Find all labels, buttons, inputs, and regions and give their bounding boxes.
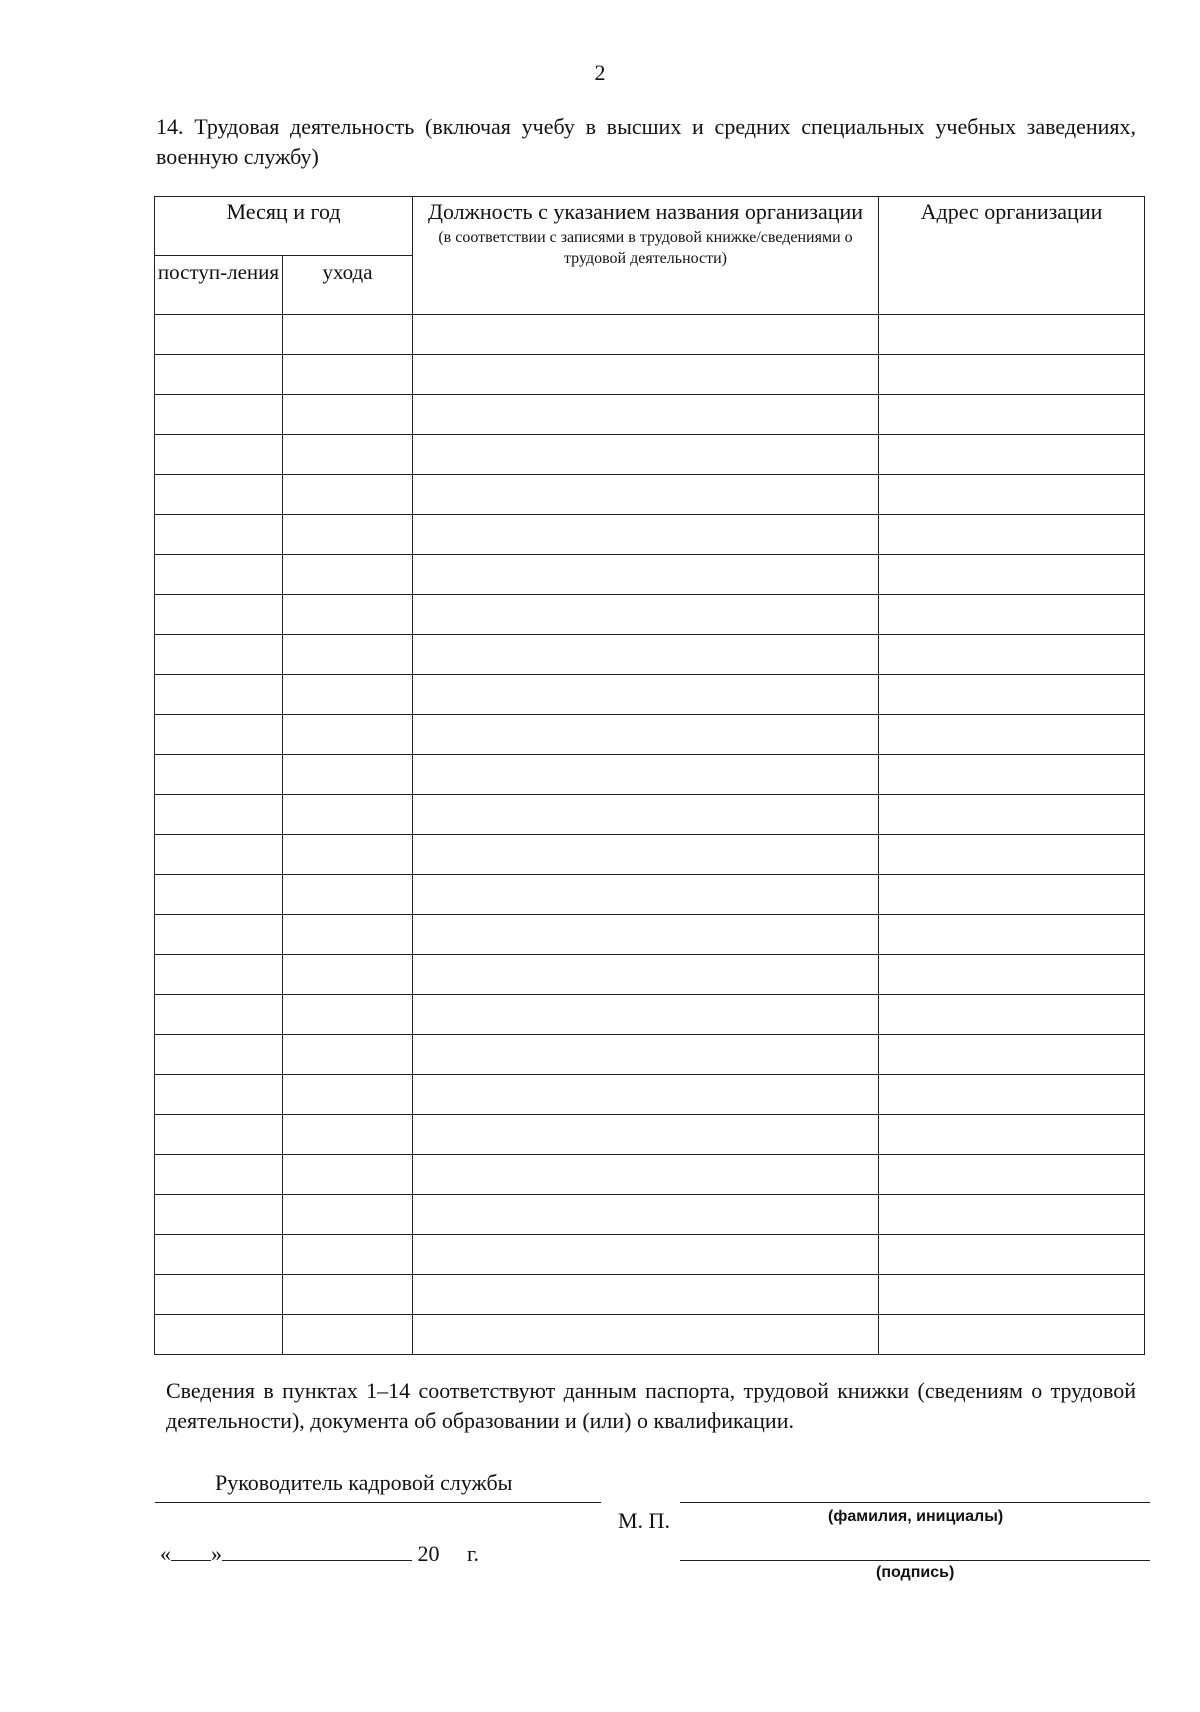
start-date-cell[interactable] (155, 675, 283, 715)
table-row (155, 1275, 1145, 1315)
table-row (155, 835, 1145, 875)
address-cell[interactable] (879, 1155, 1145, 1195)
end-date-cell[interactable] (283, 1155, 413, 1195)
table-row (155, 675, 1145, 715)
position-cell[interactable] (413, 595, 879, 635)
end-date-cell[interactable] (283, 1075, 413, 1115)
table-row (155, 1155, 1145, 1195)
end-date-cell[interactable] (283, 1275, 413, 1315)
table-row (155, 315, 1145, 355)
position-header (413, 197, 879, 315)
position-cell[interactable] (413, 995, 879, 1035)
end-date-cell[interactable] (283, 635, 413, 675)
table-row (155, 1115, 1145, 1155)
start-date-cell[interactable] (155, 1315, 283, 1355)
start-date-cell[interactable] (155, 1035, 283, 1075)
end-date-cell[interactable] (283, 955, 413, 995)
end-date-cell[interactable] (283, 355, 413, 395)
address-cell[interactable] (879, 315, 1145, 355)
address-cell[interactable] (879, 1115, 1145, 1155)
work-history-table (154, 196, 1145, 1355)
end-date-cell[interactable] (283, 835, 413, 875)
address-cell[interactable] (879, 1035, 1145, 1075)
end-date-cell[interactable] (283, 1315, 413, 1355)
address-cell[interactable] (879, 955, 1145, 995)
end-date-cell[interactable] (283, 875, 413, 915)
start-date-cell[interactable] (155, 835, 283, 875)
start-date-cell[interactable] (155, 1075, 283, 1115)
start-date-cell[interactable] (155, 1235, 283, 1275)
table-row (155, 355, 1145, 395)
position-cell[interactable] (413, 675, 879, 715)
position-cell[interactable] (413, 835, 879, 875)
table-row (155, 635, 1145, 675)
address-cell[interactable] (879, 675, 1145, 715)
position-cell[interactable] (413, 1075, 879, 1115)
table-row (155, 995, 1145, 1035)
position-header-title: Должность с указанием названия организации (427, 199, 864, 224)
position-cell[interactable] (413, 1235, 879, 1275)
start-date-cell[interactable] (155, 1155, 283, 1195)
full-name-caption: (фамилия, инициалы) (828, 1508, 1004, 1525)
table-row (155, 395, 1145, 435)
start-date-cell[interactable] (155, 475, 283, 515)
table-row (155, 595, 1145, 635)
table-row (155, 1315, 1145, 1355)
date-open-quote: « (160, 1541, 171, 1566)
position-cell[interactable] (413, 755, 879, 795)
start-date-cell[interactable] (155, 995, 283, 1035)
position-cell[interactable] (413, 915, 879, 955)
position-cell[interactable] (413, 515, 879, 555)
start-date-cell[interactable] (155, 395, 283, 435)
position-cell[interactable] (413, 1155, 879, 1195)
end-date-cell[interactable] (283, 475, 413, 515)
end-date-cell[interactable] (283, 395, 413, 435)
date-year-prefix: 20 (417, 1541, 440, 1566)
address-cell[interactable] (879, 555, 1145, 595)
date-day-field[interactable] (171, 1538, 211, 1561)
hr-head-label: Руководитель кадровой службы (215, 1470, 513, 1495)
end-date-cell[interactable] (283, 915, 413, 955)
address-cell[interactable] (879, 1235, 1145, 1275)
address-cell[interactable] (879, 915, 1145, 955)
position-cell[interactable] (413, 1315, 879, 1355)
end-date-cell[interactable] (283, 1235, 413, 1275)
start-date-cell[interactable] (155, 315, 283, 355)
start-date-cell[interactable] (155, 715, 283, 755)
date-year-suffix: г. (467, 1541, 480, 1566)
start-date-cell[interactable] (155, 595, 283, 635)
work-history-rows (155, 315, 1145, 1355)
position-cell[interactable] (413, 475, 879, 515)
hr-head-signature-line[interactable] (155, 1502, 601, 1503)
table-row (155, 1235, 1145, 1275)
table-row (155, 955, 1145, 995)
end-date-cell[interactable] (283, 555, 413, 595)
start-date-cell[interactable] (155, 515, 283, 555)
address-cell[interactable] (879, 435, 1145, 475)
start-date-cell[interactable] (155, 795, 283, 835)
end-date-header: ухода (283, 256, 413, 315)
table-row (155, 915, 1145, 955)
position-cell[interactable] (413, 955, 879, 995)
address-cell[interactable] (879, 755, 1145, 795)
full-name-line[interactable] (680, 1502, 1150, 1503)
position-cell[interactable] (413, 715, 879, 755)
start-date-cell[interactable] (155, 435, 283, 475)
end-date-cell[interactable] (283, 995, 413, 1035)
address-cell[interactable] (879, 475, 1145, 515)
start-date-cell[interactable] (155, 355, 283, 395)
table-row (155, 475, 1145, 515)
address-cell[interactable] (879, 515, 1145, 555)
table-row (155, 715, 1145, 755)
position-cell[interactable] (413, 355, 879, 395)
position-cell[interactable] (413, 795, 879, 835)
position-cell[interactable] (413, 1195, 879, 1235)
address-header: Адрес организации (879, 197, 1145, 315)
address-cell[interactable] (879, 715, 1145, 755)
table-row (155, 555, 1145, 595)
address-cell[interactable] (879, 1315, 1145, 1355)
date-close-quote: » (211, 1541, 222, 1566)
address-cell[interactable] (879, 1275, 1145, 1315)
end-date-cell[interactable] (283, 315, 413, 355)
position-cell[interactable] (413, 1275, 879, 1315)
table-row (155, 1075, 1145, 1115)
stamp-label: М. П. (618, 1508, 670, 1533)
address-cell[interactable] (879, 595, 1145, 635)
position-header-note: (в соответствии с записями в трудовой книжке/сведениями о трудовой деятельности) (438, 229, 853, 267)
section-title: 14. Трудовая деятельность (включая учебу в высших и средних специальных учебных заведениях, военную службу) (156, 114, 1136, 169)
end-date-cell[interactable] (283, 675, 413, 715)
end-date-cell[interactable] (283, 515, 413, 555)
start-date-cell[interactable] (155, 755, 283, 795)
table-row (155, 1035, 1145, 1075)
position-cell[interactable] (413, 395, 879, 435)
signature-date (160, 1538, 479, 1567)
address-cell[interactable] (879, 395, 1145, 435)
position-cell[interactable] (413, 1035, 879, 1075)
end-date-cell[interactable] (283, 755, 413, 795)
start-date-cell[interactable] (155, 1115, 283, 1155)
address-cell[interactable] (879, 795, 1145, 835)
month-year-header: Месяц и год (155, 197, 413, 256)
start-date-cell[interactable] (155, 555, 283, 595)
end-date-cell[interactable] (283, 795, 413, 835)
table-row (155, 755, 1145, 795)
position-cell[interactable] (413, 555, 879, 595)
start-date-cell[interactable] (155, 635, 283, 675)
end-date-cell[interactable] (283, 435, 413, 475)
table-row (155, 435, 1145, 475)
start-date-header: поступ-ления (155, 256, 283, 315)
position-cell[interactable] (413, 315, 879, 355)
address-cell[interactable] (879, 1195, 1145, 1235)
address-cell[interactable] (879, 635, 1145, 675)
end-date-cell[interactable] (283, 595, 413, 635)
signature-line[interactable] (680, 1560, 1150, 1561)
address-cell[interactable] (879, 1075, 1145, 1115)
signature-caption: (подпись) (876, 1564, 955, 1581)
end-date-cell[interactable] (283, 1195, 413, 1235)
position-cell[interactable] (413, 1115, 879, 1155)
table-row (155, 875, 1145, 915)
address-cell[interactable] (879, 995, 1145, 1035)
date-month-field[interactable] (222, 1538, 412, 1561)
confirmation-statement: Сведения в пунктах 1–14 соответствуют данным паспорта, трудовой книжки (сведениям о трудовой деятельности), документа об образовании и (или) о квалификации. (166, 1378, 1136, 1433)
address-cell[interactable] (879, 355, 1145, 395)
table-row (155, 795, 1145, 835)
address-cell[interactable] (879, 835, 1145, 875)
start-date-cell[interactable] (155, 1195, 283, 1235)
position-cell[interactable] (413, 635, 879, 675)
page-number: 2 (594, 60, 606, 85)
start-date-cell[interactable] (155, 955, 283, 995)
start-date-cell[interactable] (155, 915, 283, 955)
start-date-cell[interactable] (155, 875, 283, 915)
end-date-cell[interactable] (283, 1115, 413, 1155)
position-cell[interactable] (413, 875, 879, 915)
end-date-cell[interactable] (283, 715, 413, 755)
table-row (155, 1195, 1145, 1235)
address-cell[interactable] (879, 875, 1145, 915)
start-date-cell[interactable] (155, 1275, 283, 1315)
end-date-cell[interactable] (283, 1035, 413, 1075)
table-row (155, 515, 1145, 555)
position-cell[interactable] (413, 435, 879, 475)
